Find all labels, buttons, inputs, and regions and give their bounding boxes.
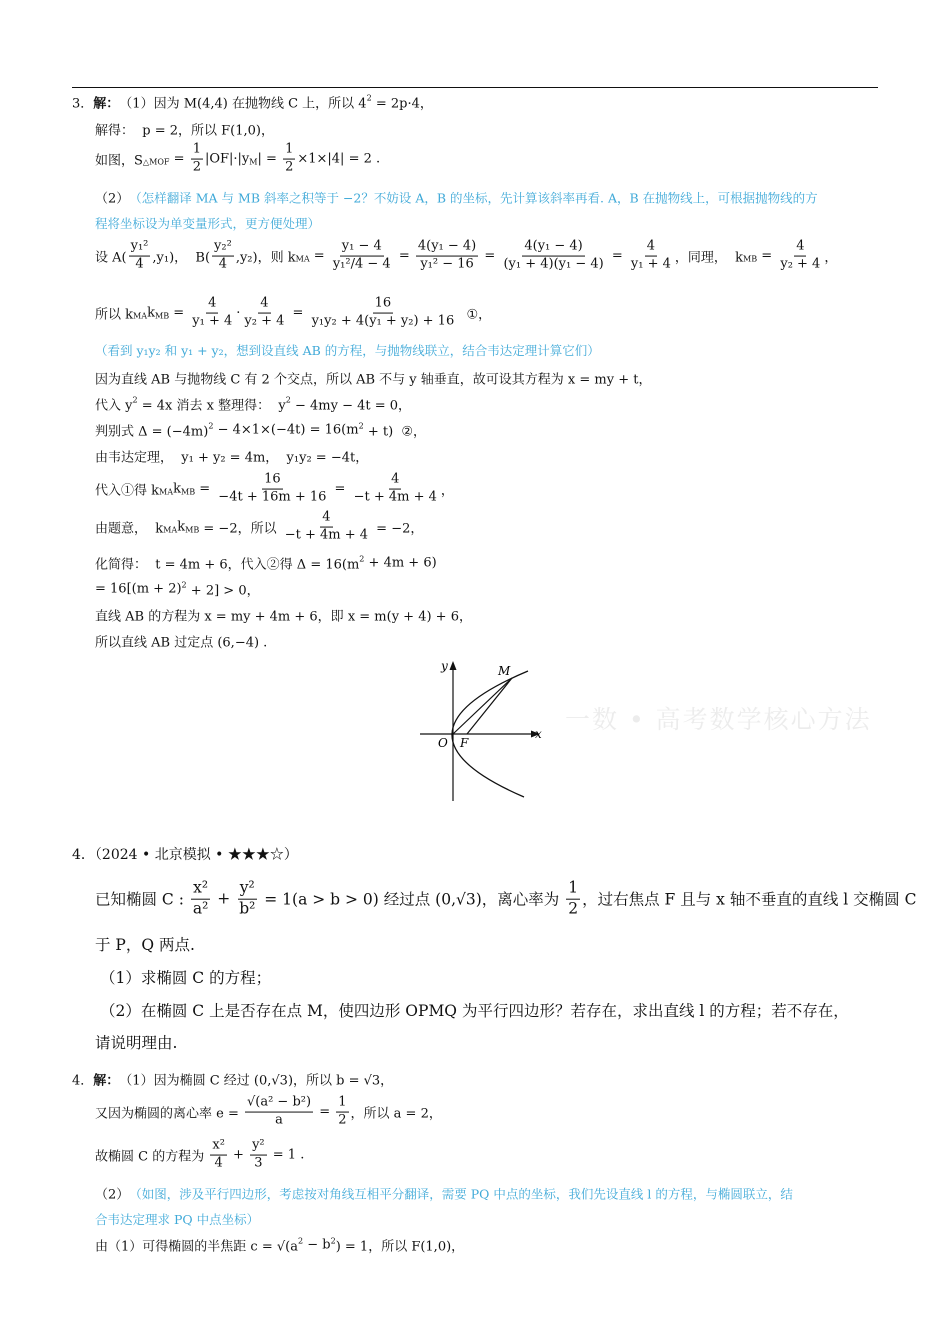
superscript: 2 [208, 421, 214, 431]
subscript: △MOF [142, 157, 170, 167]
text-run: 解得： p = 2，所以 F(1,0)， [95, 123, 274, 139]
text-run: | = [257, 151, 282, 167]
fraction-denominator: y₁²/4 − 4 [332, 256, 391, 272]
solution-4-hint [95, 1210, 259, 1228]
fraction-numerator: 4(y₁ − 4) [416, 240, 478, 257]
hint-text: （看到 y₁y₂ 和 y₁ + y₂，想到设直线 AB 的方程，与抛物线联立，结合韦达定理计算它们） [95, 343, 600, 358]
text-run: ,y₂)，则 k [235, 250, 296, 266]
text-run: k [173, 481, 181, 497]
text-run: 4． [72, 1073, 94, 1089]
superscript: 2 [366, 93, 372, 103]
text-run: + 4m + 6) [364, 555, 437, 571]
text-run: 由题意， k [95, 521, 164, 537]
fraction-denominator: 4 [135, 256, 144, 272]
text-run: = [315, 1104, 335, 1120]
fraction-numerator: 4 [389, 473, 401, 490]
fraction-numerator: 4 [645, 240, 657, 257]
fraction [566, 880, 580, 919]
text-run: 代入 y [95, 398, 133, 414]
text-run: = [394, 248, 414, 264]
text-run: 已知椭圆 C : [95, 891, 189, 909]
text-run: − b [303, 1237, 331, 1253]
text-run: = [480, 248, 500, 264]
text-run: ) = 1，所以 F(1,0)， [335, 1239, 465, 1255]
problem-4-header [72, 844, 298, 864]
text-run: ，同理， k [674, 250, 744, 266]
solution-4-line [72, 1070, 393, 1089]
text-run: = [607, 248, 627, 264]
fraction-denominator: 2 [568, 899, 579, 918]
subscript: MA [295, 254, 310, 264]
fraction-denominator: 4 [214, 1155, 223, 1171]
fraction-numerator: y₁² [129, 240, 151, 257]
text-run: k [177, 519, 186, 535]
problem-4-part-2 [95, 1031, 177, 1053]
label-f: F [460, 736, 469, 750]
label-y: y [441, 659, 448, 673]
text-run: |OF|·|y [204, 151, 250, 167]
fraction-numerator: 4 [320, 511, 332, 528]
fraction-numerator: 1 [191, 143, 203, 160]
fraction-denominator: −4t + 16m + 16 [218, 489, 327, 505]
text-run: 如图，S [95, 153, 143, 169]
fraction-denominator: y₁ + 4 [630, 256, 671, 272]
text-run: （1）因为椭圆 C 经过 (0,√3)，所以 b = √3， [119, 1073, 394, 1089]
text-run: = 2p·4， [371, 96, 433, 112]
text-run: = [757, 248, 777, 264]
hint-text: 程将坐标设为单变量形式，更方便处理） [95, 216, 321, 231]
fraction-denominator: 3 [254, 1155, 263, 1171]
fraction [250, 1139, 267, 1172]
fraction [191, 880, 210, 919]
fraction-denominator: −t + 4m + 4 [284, 527, 369, 543]
hint-text: （怎样翻译 MA 与 MB 斜率之积等于 −2？不妨设 A，B 的坐标，先计算该斜率再看. A，B 在抛物线上，可根据抛物线的方 [129, 190, 818, 205]
fraction-numerator: 1 [336, 1096, 348, 1113]
text-run: 直线 AB 的方程为 x = my + 4m + 6，即 x = m(y + 4) + 6， [95, 609, 472, 625]
text-run: k [147, 305, 155, 321]
label-o: O [438, 736, 448, 750]
segment-om [453, 678, 512, 734]
text-run: + [212, 890, 236, 908]
fraction-denominator: 4 [218, 256, 228, 272]
text-run: = [169, 305, 189, 321]
text-run: ，所以 a = 2， [350, 1106, 442, 1122]
solution-4-line [95, 1096, 442, 1129]
text-run: 因为直线 AB 与抛物线 C 有 2 个交点，所以 AB 不与 y 轴垂直，故可设其方程为 x = my + t， [95, 372, 652, 388]
text-run: ×1×|4| = 2 . [297, 151, 381, 167]
fraction-numerator: √(a² − b²) [245, 1096, 313, 1113]
y-axis-arrow [450, 661, 457, 670]
superscript: 2 [132, 395, 138, 405]
text-run: 故椭圆 C 的方程为 [95, 1149, 209, 1165]
subscript: M [249, 157, 258, 167]
text-run: ①， [458, 307, 492, 323]
solution-4-line [95, 1139, 304, 1172]
fraction-denominator: y₁² − 16 [420, 256, 474, 272]
fraction-numerator: 1 [566, 880, 580, 900]
subscript: MB [154, 311, 170, 321]
text-run: 又因为椭圆的离心率 e = [95, 1106, 243, 1122]
fraction-numerator: 16 [262, 473, 283, 490]
text-run: ， [440, 483, 454, 499]
fraction-numerator: y₂² [212, 240, 234, 257]
text-run: （2） [95, 191, 130, 207]
text-run: 化简得： t = 4m + 6，代入②得 Δ = 16(m [95, 557, 360, 573]
text-run: ,y₁)， B( [152, 250, 211, 266]
text-run: 判别式 Δ = (−4m) [95, 424, 209, 440]
watermark: 一数 • 高考数学核心方法 [565, 705, 872, 734]
problem-4-part-1 [100, 966, 271, 988]
fraction-denominator: y₂ + 4 [244, 313, 285, 329]
text-run: 由韦达定理， y₁ + y₂ = 4m， y₁y₂ = −4t， [95, 450, 369, 466]
fraction-numerator: 1 [283, 143, 295, 160]
superscript: 2 [359, 554, 365, 564]
text-run: ，过右焦点 F 且与 x 轴不垂直的直线 l 交椭圆 C [582, 891, 917, 909]
text-run: + [228, 1147, 249, 1163]
superscript: 2 [181, 580, 187, 590]
fraction-denominator: b² [239, 899, 256, 918]
solution-4-hint [95, 1184, 793, 1203]
text-run: 于 P，Q 两点. [95, 936, 195, 954]
text-run: 请说明理由. [95, 1034, 178, 1052]
subscript: MB [743, 254, 758, 264]
fraction-denominator: y₂ + 4 [780, 256, 821, 272]
text-run: 设 A( [95, 250, 127, 266]
problem-4-statement [95, 933, 195, 955]
solution-4-line [95, 1236, 464, 1255]
text-run: ， [824, 250, 838, 266]
text-run: （2） [95, 1187, 130, 1203]
text-run: 代入①得 k [95, 483, 160, 499]
fraction-numerator: y² [250, 1139, 267, 1156]
superscript: 2 [297, 1236, 304, 1246]
text-run: = [330, 481, 350, 497]
label-x: x [535, 727, 542, 741]
fraction-denominator: a [275, 1112, 283, 1128]
superscript: 2 [358, 421, 364, 431]
superscript: 2 [285, 395, 291, 405]
text-run: = 4x 消去 x 整理得： y [137, 398, 286, 414]
text-run: 所以 k [95, 307, 134, 323]
text-run: = [288, 305, 308, 321]
superscript: 2 [330, 1236, 336, 1246]
hint-text: （如图，涉及平行四边形，考虑按对角线互相平分翻译，需要 PQ 中点的坐标，我们先设直线 l 的方程，与椭圆联立，结 [129, 1186, 793, 1201]
text-run: − 4×1×(−4t) = 16(m [213, 422, 359, 438]
fraction-numerator: y₁ − 4 [340, 240, 384, 257]
fraction [210, 1139, 227, 1172]
fraction-denominator: y₁y₂ + 4(y₁ + y₂) + 16 [311, 313, 455, 329]
text-run: = [169, 151, 189, 167]
fraction-numerator: y² [238, 880, 257, 900]
label-m: M [498, 664, 511, 678]
fraction-numerator: 4 [206, 297, 218, 314]
text-run: = [309, 248, 329, 264]
subscript: MB [180, 487, 196, 497]
subscript: MA [133, 311, 148, 321]
text-run: （1）求椭圆 C 的方程； [100, 969, 272, 987]
fraction [245, 1096, 313, 1129]
fraction [237, 880, 257, 919]
problem-4-part-2 [100, 999, 849, 1021]
text-run: = −2， [372, 521, 424, 537]
subscript: MA [163, 525, 178, 535]
subscript: MB [185, 525, 200, 535]
text-run: · [236, 305, 241, 321]
text-run: + t) ②， [363, 424, 427, 440]
solution-label: 解： [93, 1073, 120, 1089]
fraction-numerator: x² [191, 880, 210, 900]
fraction-numerator: 4(y₁ − 4) [522, 240, 584, 257]
fraction-denominator: −t + 4m + 4 [353, 489, 437, 505]
fraction [336, 1096, 348, 1129]
fraction-denominator: a² [192, 899, 209, 918]
segment-fm [467, 678, 512, 734]
subscript: MA [159, 487, 174, 497]
text-run: = −2，所以 [199, 521, 281, 537]
text-run: 4．（2024 • 北京模拟 • ★★★☆） [72, 847, 298, 863]
fraction-denominator: 2 [285, 159, 294, 175]
hint-text: 合韦达定理求 PQ 中点坐标） [95, 1212, 260, 1227]
text-run: = 1 . [268, 1147, 305, 1163]
fraction-numerator: 4 [258, 297, 270, 314]
text-run: （2）在椭圆 C 上是否存在点 M，使四边形 OPMQ 为平行四边形？若存在，求出直线 l 的方程；若不存在， [100, 1002, 849, 1020]
problem-4-statement [95, 880, 916, 919]
fraction-denominator: 2 [192, 159, 201, 175]
text-run: 由（1）可得椭圆的半焦距 c = √(a [95, 1239, 298, 1255]
text-run: + 2] > 0， [186, 583, 260, 599]
text-run: − 4my − 4t = 0， [290, 398, 412, 414]
text-run: （1）因为 M(4,4) 在抛物线 C 上，所以 4 [119, 96, 367, 112]
solution-label: 解： [93, 96, 120, 112]
fraction-numerator: 4 [794, 240, 806, 257]
fraction-denominator: 2 [338, 1112, 347, 1128]
text-run: 所以直线 AB 过定点 (6,−4) . [95, 635, 268, 651]
text-run: 3． [72, 96, 94, 112]
fraction-numerator: x² [210, 1139, 227, 1156]
fraction-denominator: y₁ + 4 [192, 313, 233, 329]
text-run: = [195, 481, 215, 497]
fraction-numerator: 16 [373, 297, 394, 314]
text-run: = 1(a > b > 0) 经过点 (0,√3)，离心率为 [259, 891, 565, 909]
text-run: = 16[(m + 2) [95, 581, 182, 597]
fraction-denominator: (y₁ + 4)(y₁ − 4) [503, 256, 604, 272]
